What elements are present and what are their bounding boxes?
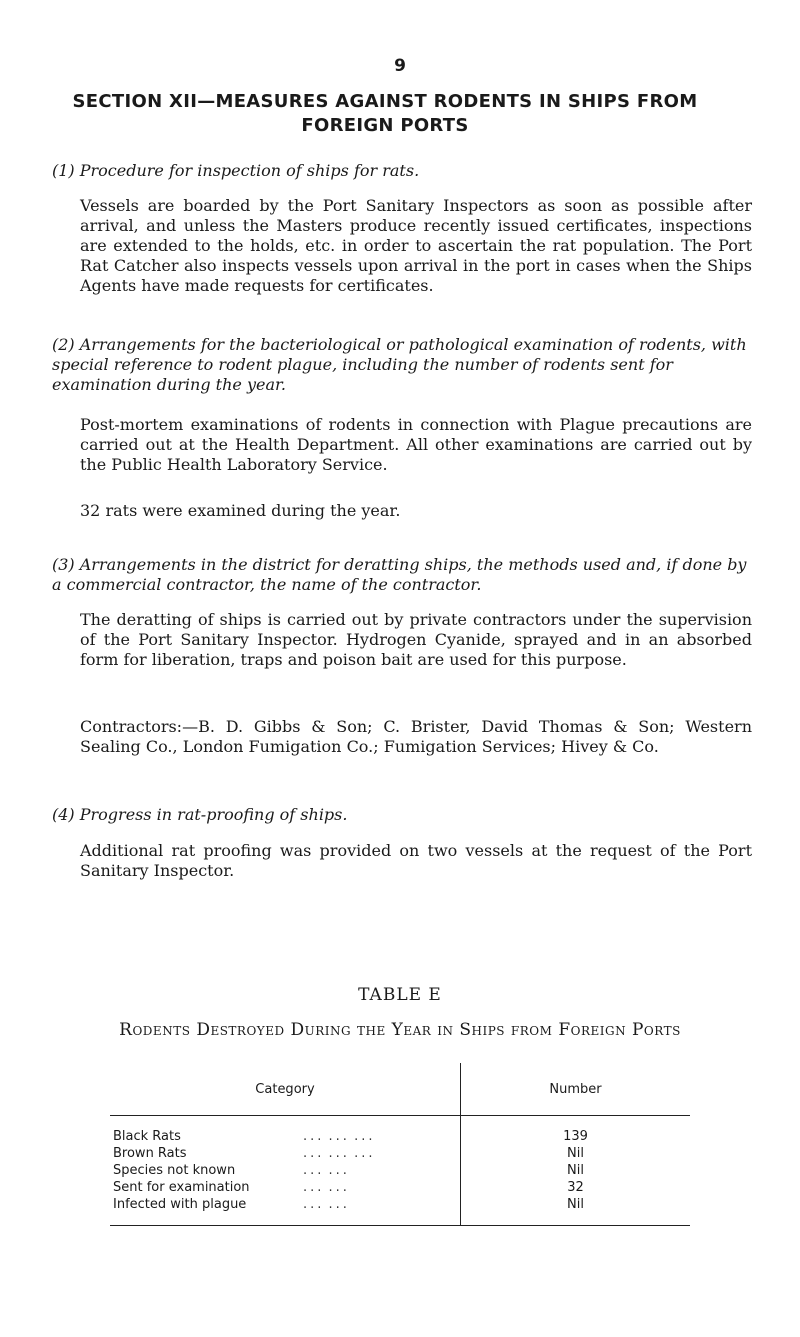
table-row <box>110 1116 690 1146</box>
table-row <box>110 1196 690 1226</box>
section-3-paragraph-2: Contractors:—B. D. Gibbs & Son; C. Brister, David Thomas & Son; Western Sealing Co., London Fumigation Co.; Fumigation Services; Hivey & Co. <box>80 717 752 756</box>
table-row <box>110 1145 690 1162</box>
category-cell: Brown Rats ... ... ... <box>110 1145 461 1162</box>
table-row <box>110 1179 690 1196</box>
table-title: TABLE E <box>358 985 442 1005</box>
number-cell: Nil <box>461 1196 691 1226</box>
section-2-paragraph-2: 32 rats were examined during the year. <box>80 501 401 520</box>
section-1-paragraph: Vessels are boarded by the Port Sanitary Inspectors as soon as possible after arrival, and unless the Masters produce recently issued certificates, inspections are extended to the holds, etc. in order to ascertain the rat population. The Port Rat Catcher also inspects vessels upon arrival in the port in cases when the Ships Agents have made requests for certificates. <box>80 196 752 295</box>
category-cell: Black Rats ... ... ... <box>110 1116 461 1146</box>
number-cell: 139 <box>563 1129 588 1144</box>
section-2-heading: (2) Arrangements for the bacteriological or pathological examination of rodents, with special reference to rodent plague, including the number of rodents sent for examination during the year. <box>52 335 747 394</box>
category-column-header: Category <box>110 1063 461 1116</box>
number-column-header: Number <box>461 1063 691 1116</box>
table-row <box>110 1162 690 1179</box>
section-4-paragraph: Additional rat proofing was provided on two vessels at the request of the Port Sanitary Inspector. <box>80 841 752 880</box>
table-header-row <box>110 1063 690 1116</box>
number-cell: Nil <box>567 1163 584 1178</box>
number-cell: Nil <box>567 1146 584 1161</box>
section-3-paragraph-1: The deratting of ships is carried out by private contractors under the supervision of the Port Sanitary Inspector. Hydrogen Cyanide, sprayed and in an absorbed form for liberation, traps and poison bait are used for this purpose. <box>80 610 752 669</box>
section-2-paragraph-1: Post-mortem examinations of rodents in connection with Plague precautions are carried out at the Health Department. All other examinations are carried out by the Public Health Laboratory Service. <box>80 415 752 474</box>
section-4-heading: (4) Progress in rat-proofing of ships. <box>52 805 348 824</box>
category-cell: Species not known ... ... <box>110 1162 461 1179</box>
number-cell: 32 <box>567 1180 584 1195</box>
category-cell: Sent for examination ... ... <box>110 1179 461 1196</box>
category-cell: Infected with plague ... ... <box>110 1196 461 1226</box>
rodents-table <box>110 1063 690 1226</box>
table-caption: Rodents Destroyed During the Year in Ships from Foreign Ports <box>119 1020 681 1040</box>
page-number: 9 <box>394 56 406 76</box>
section-title: SECTION XII—MEASURES AGAINST RODENTS IN SHIPS FROM FOREIGN PORTS <box>72 91 698 136</box>
section-3-heading: (3) Arrangements in the district for deratting ships, the methods used and, if done by a commercial contractor, the name of the contractor. <box>52 555 747 594</box>
section-1-heading: (1) Procedure for inspection of ships for rats. <box>52 161 420 180</box>
